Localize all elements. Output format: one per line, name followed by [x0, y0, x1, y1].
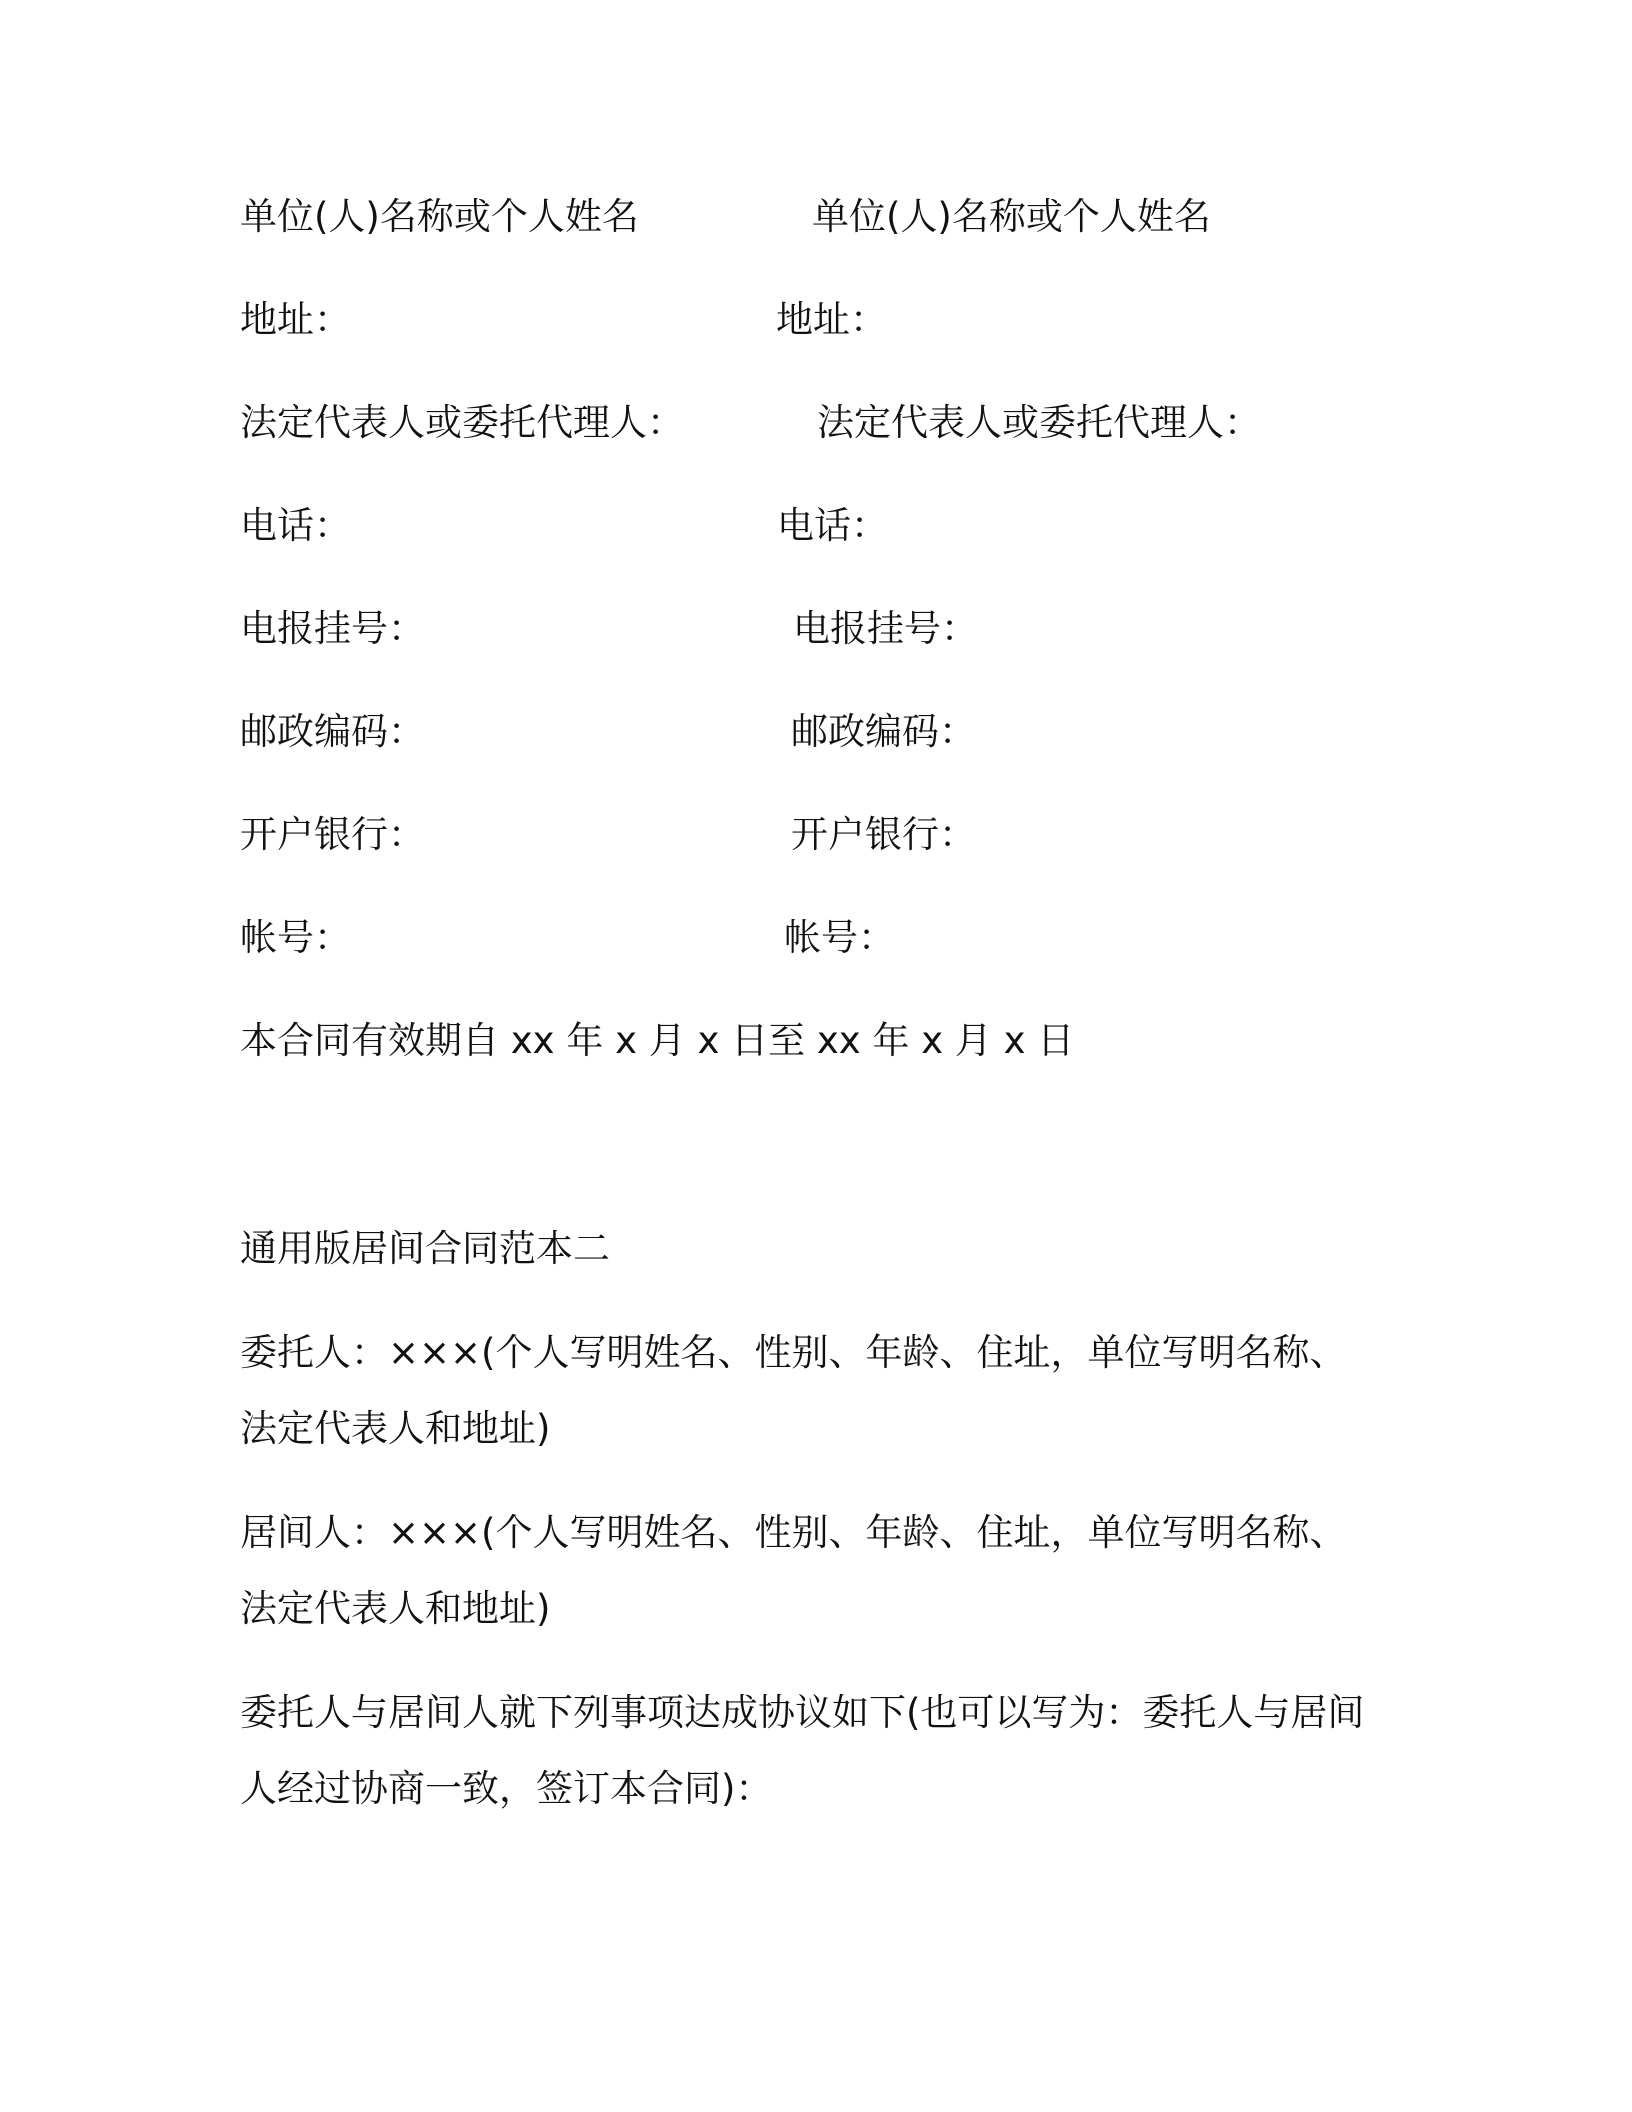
agreement-clause-line-1: 委托人与居间人就下列事项达成协议如下(也可以写为：委托人与居间 — [240, 1691, 1365, 1734]
party-a-phone-label: 电话： — [240, 504, 351, 547]
party-a-account-label: 帐号： — [240, 916, 351, 959]
party-b-account-label: 帐号： — [784, 916, 895, 959]
intermediary-clause-line-1: 居间人：×××(个人写明姓名、性别、年龄、住址，单位写明名称、 — [240, 1511, 1347, 1554]
principal-clause-line-1: 委托人：×××(个人写明姓名、性别、年龄、住址，单位写明名称、 — [240, 1331, 1347, 1374]
intermediary-clause-line-2: 法定代表人和地址) — [240, 1587, 551, 1630]
party-b-postal-code-label: 邮政编码： — [791, 710, 976, 753]
party-a-name-label: 单位(人)名称或个人姓名 — [240, 195, 639, 238]
party-b-bank-label: 开户银行： — [791, 813, 976, 856]
party-a-bank-label: 开户银行： — [240, 813, 425, 856]
party-b-phone-label: 电话： — [777, 504, 888, 547]
party-b-address-label: 地址： — [776, 298, 887, 341]
principal-clause-line-2: 法定代表人和地址) — [240, 1407, 551, 1450]
party-a-telegraph-label: 电报挂号： — [240, 607, 425, 650]
validity-period: 本合同有效期自 xx 年 x 月 x 日至 xx 年 x 月 x 日 — [240, 1019, 1075, 1062]
section-title: 通用版居间合同范本二 — [240, 1227, 610, 1270]
party-b-representative-label: 法定代表人或委托代理人： — [817, 401, 1261, 444]
agreement-clause-line-2: 人经过协商一致，签订本合同)： — [240, 1767, 773, 1810]
party-b-name-label: 单位(人)名称或个人姓名 — [812, 195, 1211, 238]
party-a-representative-label: 法定代表人或委托代理人： — [240, 401, 684, 444]
party-a-address-label: 地址： — [240, 298, 351, 341]
party-a-postal-code-label: 邮政编码： — [240, 710, 425, 753]
party-b-telegraph-label: 电报挂号： — [793, 607, 978, 650]
